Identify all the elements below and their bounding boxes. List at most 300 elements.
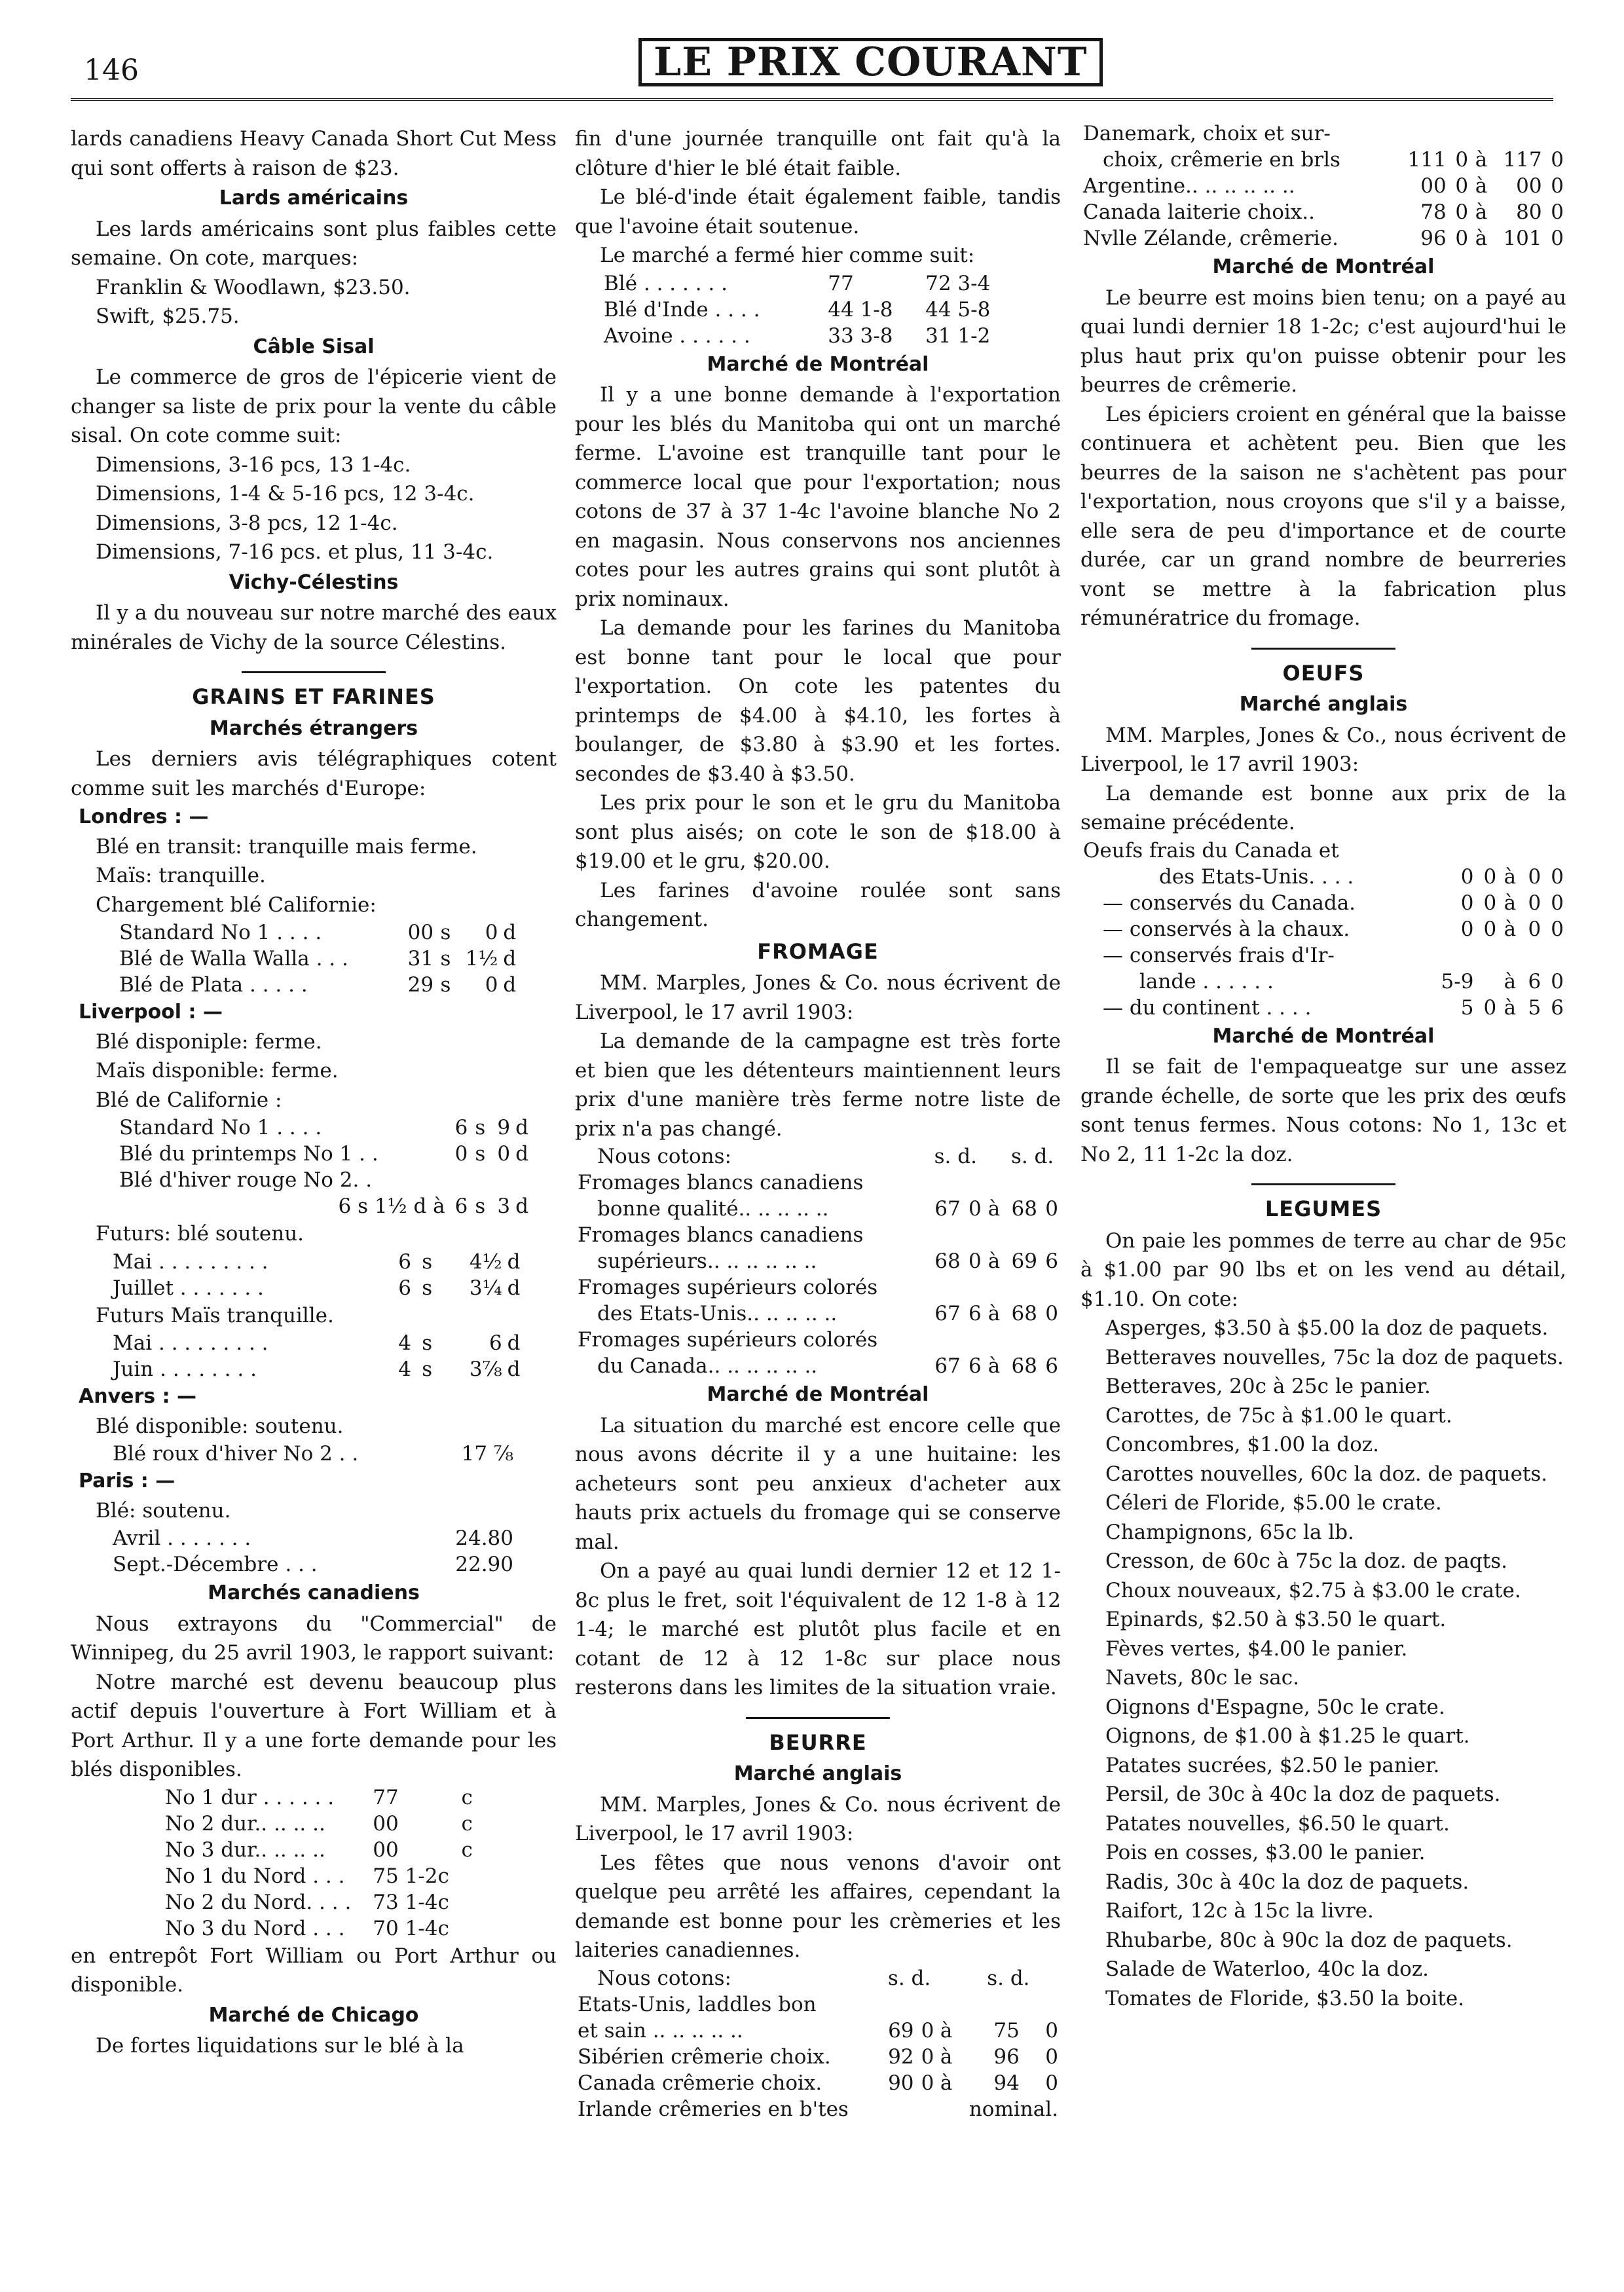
cable-sisal-title: Câble Sisal <box>253 335 375 358</box>
table-cell: 0 <box>1551 891 1564 915</box>
table-cell: 0 <box>1455 200 1469 224</box>
table-cell: Blé . . . . . . . <box>604 271 728 295</box>
table-cell: Standard No 1 . . . . <box>119 1116 322 1139</box>
table-cell: du Canada.. .. .. .. .. .. <box>597 1354 818 1378</box>
column-1 <box>71 124 557 2272</box>
table-cell: Oeufs frais du Canada et <box>1083 838 1339 862</box>
table-row <box>1080 916 1566 942</box>
table-cell: d <box>507 1358 521 1381</box>
legumes-text: On paie les pommes de terre au char de 95c à $1.00 par 90 lbs et on les vend au détail, $1.10. On cote: <box>1080 1229 1566 1311</box>
table-cell: 0 <box>1460 864 1474 889</box>
table-cell: 0 <box>1455 227 1469 250</box>
cable-item: Dimensions, 3-8 pcs, 12 1-4c. <box>96 511 398 535</box>
header-rule <box>71 98 1553 101</box>
futurs-ble-line: Futurs: blé soutenu. <box>96 1222 304 1246</box>
table-cell: 4 <box>398 1358 411 1381</box>
montreal-text: Il y a une bonne demande à l'exportation pour les blés du Manitoba qui ont un marché ferme. L'avoine est tranquille tant pour le commerce local que pour l'exportation; nous cotons de 37 à 37 1-4c l'avoine blanche No 2 en magasin. Nous conservons nos anciennes cotes pour les autres grains qui sont plutôt à prix nominaux. <box>575 383 1061 611</box>
table-cell: 22.90 <box>455 1553 513 1576</box>
table-cell: d <box>507 1331 521 1355</box>
table-cell: à <box>1475 227 1488 250</box>
legume-item: Rhubarbe, 80c à 90c la doz de paquets. <box>1105 1928 1513 1952</box>
table-cell: 6 <box>1528 969 1541 993</box>
legume-item: Tomates de Floride, $3.50 la boite. <box>1105 1986 1465 2010</box>
table-cell: 68 <box>1011 1354 1037 1378</box>
table-cell: 6 <box>1551 995 1564 1020</box>
table-cell: 0 <box>921 2071 934 2095</box>
table-row <box>575 1353 1061 1379</box>
table-row <box>162 1863 477 1889</box>
table-cell: 0 <box>485 921 498 944</box>
table-row <box>117 946 523 972</box>
montreal-fromage-text: La situation du marché est encore celle que nous avons décrite il y a une huitaine: les acheteurs sont peu anxieux d'acheter aux hauts prix actuels du fromage qui se conserve mal. <box>575 1413 1061 1554</box>
table-cell <box>458 1915 477 1942</box>
table-cell: 0 <box>1528 891 1541 915</box>
table-cell: Avril . . . . . . . <box>113 1526 251 1550</box>
table-cell: 67 <box>934 1302 961 1325</box>
table-cell: à <box>1475 200 1488 224</box>
table-row <box>1080 199 1566 225</box>
table-cell: Sept.-Décembre . . . <box>113 1553 318 1576</box>
cable-item: Dimensions, 7-16 pcs. et plus, 11 3-4c. <box>96 540 494 564</box>
table-cell: 00 <box>407 921 434 944</box>
table-row <box>575 2018 1061 2044</box>
table-cell: 90 <box>888 2071 914 2095</box>
table-cell <box>1476 969 1499 995</box>
table-cell: à <box>987 1197 1001 1221</box>
futurs-ble-table <box>110 1249 536 1301</box>
table-cell: 3⅞ <box>469 1358 502 1381</box>
table-cell: 6 s 1½ d à <box>338 1194 445 1218</box>
marche-montreal-title: Marché de Montréal <box>1212 1024 1435 1048</box>
lards-americains-title: Lards américains <box>219 187 409 210</box>
table-cell: 0 <box>454 1142 468 1166</box>
table-row <box>117 919 523 946</box>
table-cell: à <box>1504 864 1517 889</box>
table-cell: à <box>987 1302 1001 1325</box>
table-cell: d <box>515 1116 528 1139</box>
lards-intro: lards canadiens Heavy Canada Short Cut Mess qui sont offerts à raison de $23. <box>71 127 557 180</box>
table-cell: lande . . . . . . <box>1139 969 1274 993</box>
legume-item: Carottes, de 75c à $1.00 le quart. <box>1105 1403 1452 1428</box>
table-cell: s <box>475 1142 486 1166</box>
table-cell: bonne qualité.. .. .. .. .. <box>597 1197 829 1221</box>
table-row <box>575 1170 1061 1196</box>
table-cell: 67 <box>934 1197 961 1221</box>
marches-canadiens-title: Marchés canadiens <box>208 1581 420 1604</box>
table-cell: d <box>503 973 517 997</box>
legume-item: Betteraves, 20c à 25c le panier. <box>1105 1375 1431 1398</box>
table-cell: Blé du printemps No 1 . . <box>119 1142 378 1166</box>
table-row <box>162 1889 477 1915</box>
oeufs-text: La demande est bonne aux prix de la semaine précédente. <box>1080 781 1566 834</box>
table-row <box>110 1525 516 1551</box>
table-header: s. d. <box>887 1966 931 1990</box>
table-cell: 117 <box>1503 148 1542 172</box>
table-cell: Irlande crêmeries en b'tes <box>578 2097 849 2121</box>
table-row <box>575 1327 1061 1353</box>
canadiens-text: Nous extrayons du "Commercial" de Winnipeg, du 25 avril 1903, le rapport suivant: <box>71 1612 557 1665</box>
lards-item: Franklin & Woodlawn, $23.50. <box>96 275 411 299</box>
table-cell: 9 <box>497 1116 511 1139</box>
montreal-beurre-text: Les épiciers croient en général que la baisse continuera et achètent peu. Bien que les beurres de la saison ne s'achètent pas pour l'exportation, nous croyons que s'il y a baisse, elle sera de peu d'importance et de courte durée, car un grand nombre de beurreries vont se mettre à la fabrication plus rémunératrice du fromage. <box>1080 402 1566 630</box>
table-cell: 44 5-8 <box>925 297 991 322</box>
table-cell <box>458 1889 477 1915</box>
table-row <box>162 1837 477 1863</box>
table-cell: Juillet . . . . . . . <box>113 1276 264 1300</box>
table-cell: et sain .. .. .. .. .. <box>578 2018 743 2042</box>
legume-item: Salade de Waterloo, 40c la doz. <box>1105 1957 1430 1981</box>
table-cell: 0 <box>1483 891 1497 915</box>
table-cell: 0 <box>485 973 498 997</box>
legume-item: Patates nouvelles, $6.50 le quart. <box>1105 1811 1450 1836</box>
table-header: s. d. <box>934 1145 977 1168</box>
table-cell: à <box>1504 891 1517 915</box>
table-header: s. d. <box>987 1966 1030 1990</box>
table-header-row <box>575 1965 1061 1991</box>
table-cell: No 3 dur.. .. .. .. <box>165 1838 325 1862</box>
table-cell: 0 <box>497 1142 511 1166</box>
table-cell: Fromages supérieurs colorés <box>578 1328 878 1352</box>
legume-item: Céleri de Floride, $5.00 le crate. <box>1105 1491 1442 1515</box>
lards-item: Swift, $25.75. <box>96 305 240 328</box>
canadiens-text: Notre marché est devenu beaucoup plus actif depuis l'ouverture à Fort William et à Port Arthur. Il y a une forte demande pour les blés disponibles. <box>71 1670 557 1781</box>
table-header: Nous cotons: <box>597 1145 731 1168</box>
anvers-table <box>110 1441 516 1467</box>
table-cell: Nvlle Zélande, crêmerie. <box>1083 227 1339 250</box>
londres-line: Blé en transit: tranquille mais ferme. <box>96 834 477 859</box>
table-cell: 0 <box>968 1197 982 1221</box>
table-cell: No 1 du Nord . . . <box>165 1864 345 1888</box>
table-cell: — du continent . . . . <box>1103 995 1312 1020</box>
beurre-table-cont <box>1080 124 1566 251</box>
table-cell: d <box>507 1249 521 1274</box>
table-cell: 77 <box>373 1785 399 1809</box>
liverpool-line: Blé disponiple: ferme. <box>96 1029 322 1054</box>
table-row <box>1080 995 1566 1021</box>
table-row <box>1080 147 1566 173</box>
table-cell: 0 <box>1551 969 1564 993</box>
londres-table <box>117 919 523 998</box>
table-row <box>110 1330 536 1356</box>
legume-item: Oignons d'Espagne, 50c le crate. <box>1105 1695 1445 1719</box>
table-cell: Blé d'hiver rouge No 2. . <box>119 1168 373 1192</box>
table-cell: No 1 dur . . . . . . <box>165 1785 335 1809</box>
table-cell: 92 <box>888 2044 914 2069</box>
vichy-title: Vichy-Célestins <box>229 570 399 594</box>
table-cell: 6 <box>454 1194 468 1218</box>
table-cell: à <box>1504 917 1517 941</box>
table-cell: 33 3-8 <box>828 323 893 348</box>
table-cell: 0 <box>1551 174 1564 198</box>
legume-item: Radis, 30c à 40c la doz de paquets. <box>1105 1870 1469 1894</box>
table-cell: 0 <box>1045 1302 1058 1325</box>
table-cell: s <box>440 947 451 970</box>
table-row <box>575 1274 1061 1301</box>
chicago-text: De fortes liquidations sur le blé à la <box>96 2034 464 2058</box>
table-cell: d <box>515 1194 528 1218</box>
table-cell: 3 <box>497 1194 511 1218</box>
fromage-title: FROMAGE <box>757 938 879 964</box>
table-cell: 96 <box>993 2044 1020 2069</box>
section-divider <box>242 671 386 673</box>
table-row <box>1080 942 1566 969</box>
table-cell: 29 <box>407 973 434 997</box>
table-cell: 0 <box>1045 2044 1058 2069</box>
legume-item: Cresson, de 60c à 75c la doz. de paqts. <box>1105 1549 1507 1573</box>
table-cell: Mai . . . . . . . . . <box>113 1331 268 1355</box>
table-row <box>575 2096 1061 2122</box>
legume-item: Navets, 80c le sac. <box>1105 1666 1299 1690</box>
table-cell: 0 <box>1460 891 1474 915</box>
table-cell: c <box>461 1838 473 1862</box>
table-cell: s <box>440 973 451 997</box>
legume-item: Champignons, 65c la lb. <box>1105 1520 1354 1544</box>
legume-item: Epinards, $2.50 à $3.50 le quart. <box>1105 1608 1447 1631</box>
cable-item: Dimensions, 3-16 pcs, 13 1-4c. <box>96 453 411 477</box>
table-cell: 0 <box>968 1249 982 1273</box>
table-cell: 0 <box>1483 864 1497 889</box>
table-cell: à <box>940 2044 953 2069</box>
table-cell: 73 1-4c <box>373 1890 449 1914</box>
legume-item: Choux nouveaux, $2.75 à $3.00 le crate. <box>1105 1578 1521 1602</box>
table-cell: s <box>440 921 451 944</box>
montreal-fromage-text: On a payé au quai lundi dernier 12 et 12 1-8c plus le fret, soit l'équivalent de 12 1-8 à 12 1-4; le marché est plutôt plus facile et en cotant de 12 à 12 1-8c sur place nous resterons dans les limites de la situation vraie. <box>575 1559 1061 1699</box>
montreal-text: Les farines d'avoine roulée sont sans changement. <box>575 878 1061 931</box>
table-header-row <box>575 1143 1061 1170</box>
table-cell: c <box>461 1785 473 1809</box>
table-cell: 6 <box>398 1249 411 1274</box>
marches-etrangers-title: Marchés étrangers <box>209 716 418 740</box>
table-cell: 78 <box>1420 200 1447 224</box>
table-cell: 0 <box>1551 227 1564 250</box>
marche-chicago-title: Marché de Chicago <box>208 2003 419 2027</box>
table-cell: à <box>940 2018 953 2042</box>
table-row <box>162 1784 477 1811</box>
table-cell: 67 <box>934 1354 961 1378</box>
table-cell: 0 <box>1045 1197 1058 1221</box>
marche-montreal-title: Marché de Montréal <box>707 352 929 376</box>
table-cell: 0 <box>1483 917 1497 941</box>
table-cell: Mai . . . . . . . . . <box>113 1249 268 1274</box>
table-cell: 6 <box>1045 1249 1058 1273</box>
table-cell: Sibérien crêmerie choix. <box>578 2044 831 2069</box>
table-cell: 72 3-4 <box>925 271 991 295</box>
liverpool-table <box>117 1115 536 1219</box>
legumes-title: LEGUMES <box>1264 1196 1382 1221</box>
oeufs-montreal-text: Il se fait de l'empaqueatge sur une assez grande échelle, de sorte que les prix des œufs sont tenus fermes. Nous cotons: No 1, 13c et No 2, 11 1-2c la doz. <box>1080 1055 1566 1166</box>
table-cell: 0 <box>921 2044 934 2069</box>
column-2 <box>575 124 1061 2272</box>
table-row <box>110 1275 536 1301</box>
liverpool-line: Maïs disponible: ferme. <box>96 1059 339 1082</box>
table-cell: Fromages blancs canadiens <box>578 1171 864 1194</box>
table-header: s. d. <box>1010 1145 1054 1168</box>
table-cell: choix, crêmerie en brls <box>1103 148 1340 172</box>
table-row <box>575 1222 1061 1248</box>
table-row <box>1080 890 1566 916</box>
page-number: 146 <box>84 54 139 87</box>
londres-line: Chargement blé Californie: <box>96 893 377 917</box>
table-cell: 0 <box>1551 864 1564 889</box>
table-cell <box>458 1863 477 1889</box>
nord-table <box>162 1784 477 1942</box>
table-cell: 31 1-2 <box>925 323 991 348</box>
table-cell: 0 <box>1483 995 1497 1020</box>
table-cell: d <box>503 947 517 970</box>
montreal-beurre-text: Le beurre est moins bien tenu; on a payé au quai lundi dernier 18 1-2c; c'est aujourd'hui le plus haut prix qu'on puisse obtenir pour les beurres de crêmerie. <box>1080 286 1566 397</box>
table-cell: c <box>461 1811 473 1836</box>
table-cell: 0 <box>1455 148 1469 172</box>
table-cell: 96 <box>1420 227 1447 250</box>
beurre-text: MM. Marples, Jones & Co. nous écrivent de Liverpool, le 17 avril 1903: <box>575 1792 1061 1845</box>
legume-item: Asperges, $3.50 à $5.00 la doz de paquets. <box>1105 1316 1549 1340</box>
table-row <box>110 1551 516 1578</box>
table-cell: 0 <box>1528 917 1541 941</box>
table-row <box>162 1915 477 1942</box>
table-cell: 6 <box>968 1302 982 1325</box>
liverpool-heading: Liverpool : — <box>79 1001 223 1024</box>
table-cell: 44 1-8 <box>828 297 893 322</box>
table-cell: supérieurs.. .. .. .. .. .. <box>597 1249 817 1273</box>
table-cell: des Etats-Unis.. .. .. .. .. <box>597 1302 838 1325</box>
londres-heading: Londres : — <box>79 805 209 828</box>
legume-item: Patates sucrées, $2.50 le panier. <box>1105 1753 1440 1777</box>
table-cell: s <box>422 1358 433 1381</box>
table-cell: 0 <box>1551 148 1564 172</box>
chicago-cont: fin d'une journée tranquille ont fait qu'à la clôture d'hier le blé était faible. <box>575 127 1061 180</box>
table-row <box>117 1167 536 1193</box>
legume-item: Carottes nouvelles, 60c la doz. de paquets. <box>1105 1462 1548 1486</box>
legume-item: Raifort, 12c à 15c la livre. <box>1105 1899 1374 1923</box>
table-row <box>1080 969 1566 995</box>
beurre-text: Les fêtes que nous venons d'avoir ont quelque peu arrêté les affaires, cependant la demande est bonne pour les crèmeries et les laiteries canadiennes. <box>575 1851 1061 1962</box>
beurre-table <box>575 1965 1061 2122</box>
table-cell: 111 <box>1407 148 1447 172</box>
table-row <box>162 1811 477 1837</box>
liverpool-line: Blé de Californie : <box>96 1088 282 1112</box>
table-header: Nous cotons: <box>597 1966 731 1990</box>
table-row <box>1080 124 1566 147</box>
fromage-table <box>575 1143 1061 1379</box>
grains-farines-title: GRAINS ET FARINES <box>192 684 435 709</box>
legume-item: Fèves vertes, $4.00 le panier. <box>1105 1636 1408 1661</box>
table-cell: 0 <box>1045 2071 1058 2095</box>
table-cell: s <box>422 1276 433 1300</box>
oeufs-title: OEUFS <box>1282 660 1365 686</box>
chicago-text: Le blé-d'inde était également faible, tandis que l'avoine était soutenue. <box>575 185 1061 238</box>
table-cell: 0 <box>1460 917 1474 941</box>
table-cell: No 2 dur.. .. .. .. <box>165 1811 325 1836</box>
cable-item: Dimensions, 1-4 & 5-16 pcs, 12 3-4c. <box>96 482 475 506</box>
table-cell: s <box>422 1249 433 1274</box>
table-cell: Canada laiterie choix.. <box>1083 200 1315 224</box>
legume-item: Persil, de 30c à 40c la doz de paquets. <box>1105 1783 1501 1806</box>
table-cell: 68 <box>1011 1302 1037 1325</box>
futurs-mais-line: Futurs Maïs tranquille. <box>96 1303 334 1327</box>
table-cell: 0 <box>1551 200 1564 224</box>
table-cell: 80 <box>1516 200 1542 224</box>
marche-montreal-title: Marché de Montréal <box>707 1383 929 1406</box>
table-cell: Blé de Walla Walla . . . <box>119 947 348 970</box>
table-cell: 1½ <box>465 947 498 970</box>
table-row <box>1080 864 1566 890</box>
section-divider <box>746 1717 890 1719</box>
table-cell: à <box>1504 995 1517 1020</box>
anvers-line: Blé disponible: soutenu. <box>96 1414 344 1438</box>
montreal-text: Les prix pour le son et le gru du Manitoba sont plus aisés; on cote le son de $18.00 à $19.00 et le gru, $20.00. <box>575 791 1061 873</box>
table-cell: 4 <box>398 1331 411 1355</box>
table-cell: à <box>940 2071 953 2095</box>
table-row <box>117 1193 536 1219</box>
table-cell: 5 <box>1528 995 1541 1020</box>
table-cell: 68 <box>934 1249 961 1273</box>
table-cell: Avoine . . . . . . <box>604 323 750 348</box>
beurre-title: BEURRE <box>769 1729 867 1755</box>
table-cell: des Etats-Unis. . . . <box>1159 864 1354 889</box>
vichy-text: Il y a du nouveau sur notre marché des eaux minérales de Vichy de la source Célestins. <box>71 601 557 654</box>
table-row <box>117 972 523 998</box>
table-cell: No 3 du Nord . . . <box>165 1916 345 1940</box>
table-cell: 0 <box>921 2018 934 2042</box>
table-cell: 0 <box>1528 864 1541 889</box>
table-cell: 5-9 <box>1441 969 1474 993</box>
table-row <box>575 1196 1061 1222</box>
table-row <box>601 270 1020 297</box>
table-cell: 0 <box>1045 2018 1058 2042</box>
table-row <box>110 1356 536 1382</box>
table-cell: 69 <box>888 2018 914 2042</box>
table-cell: s <box>475 1194 486 1218</box>
table-cell: No 2 du Nord. . . . <box>165 1890 352 1914</box>
table-cell: Blé de Plata . . . . . <box>119 973 308 997</box>
cable-text: Le commerce de gros de l'épicerie vient de changer sa liste de prix pour la vente du câble sisal. On cote comme suit: <box>71 365 557 447</box>
table-cell: à <box>987 1249 1001 1273</box>
paris-line: Blé: soutenu. <box>96 1498 231 1523</box>
table-cell: d <box>503 921 517 944</box>
table-cell: 6 <box>489 1331 502 1355</box>
table-cell: 31 <box>407 947 434 970</box>
table-cell: — conservés du Canada. <box>1103 891 1356 915</box>
table-row <box>1080 225 1566 251</box>
table-cell: 5 <box>1460 995 1474 1020</box>
table-cell: à <box>1475 148 1488 172</box>
table-cell: 94 <box>993 2071 1020 2095</box>
table-cell: s <box>475 1116 486 1139</box>
table-cell: 75 <box>993 2018 1020 2042</box>
table-cell: 00 <box>373 1838 399 1862</box>
lards-text: Les lards américains sont plus faibles cette semaine. On cote, marques: <box>71 217 557 270</box>
masthead-logo: LE PRIX COURANT <box>638 38 1103 86</box>
legumes-list <box>1080 1314 1566 2013</box>
table-cell: Fromages supérieurs colorés <box>578 1276 878 1299</box>
anvers-heading: Anvers : — <box>79 1385 197 1408</box>
table-cell: Canada crêmerie choix. <box>578 2071 822 2095</box>
entrepot-text: en entrepôt Fort William ou Port Arthur ou disponible. <box>71 1944 557 1997</box>
table-cell: 0 <box>1455 174 1469 198</box>
table-cell: — conservés frais d'Ir- <box>1103 943 1335 967</box>
table-cell: 6 <box>398 1276 411 1300</box>
table-row <box>575 1991 1061 2018</box>
table-cell: 75 1-2c <box>373 1864 449 1888</box>
table-cell: Standard No 1 . . . . <box>119 921 322 944</box>
table-cell: 77 <box>828 271 854 295</box>
table-row <box>1080 838 1566 864</box>
table-row <box>117 1141 536 1167</box>
table-cell: 70 1-4c <box>373 1916 449 1940</box>
table-row <box>117 1115 536 1141</box>
table-cell: 6 <box>454 1116 468 1139</box>
table-cell: 4½ <box>469 1249 502 1274</box>
